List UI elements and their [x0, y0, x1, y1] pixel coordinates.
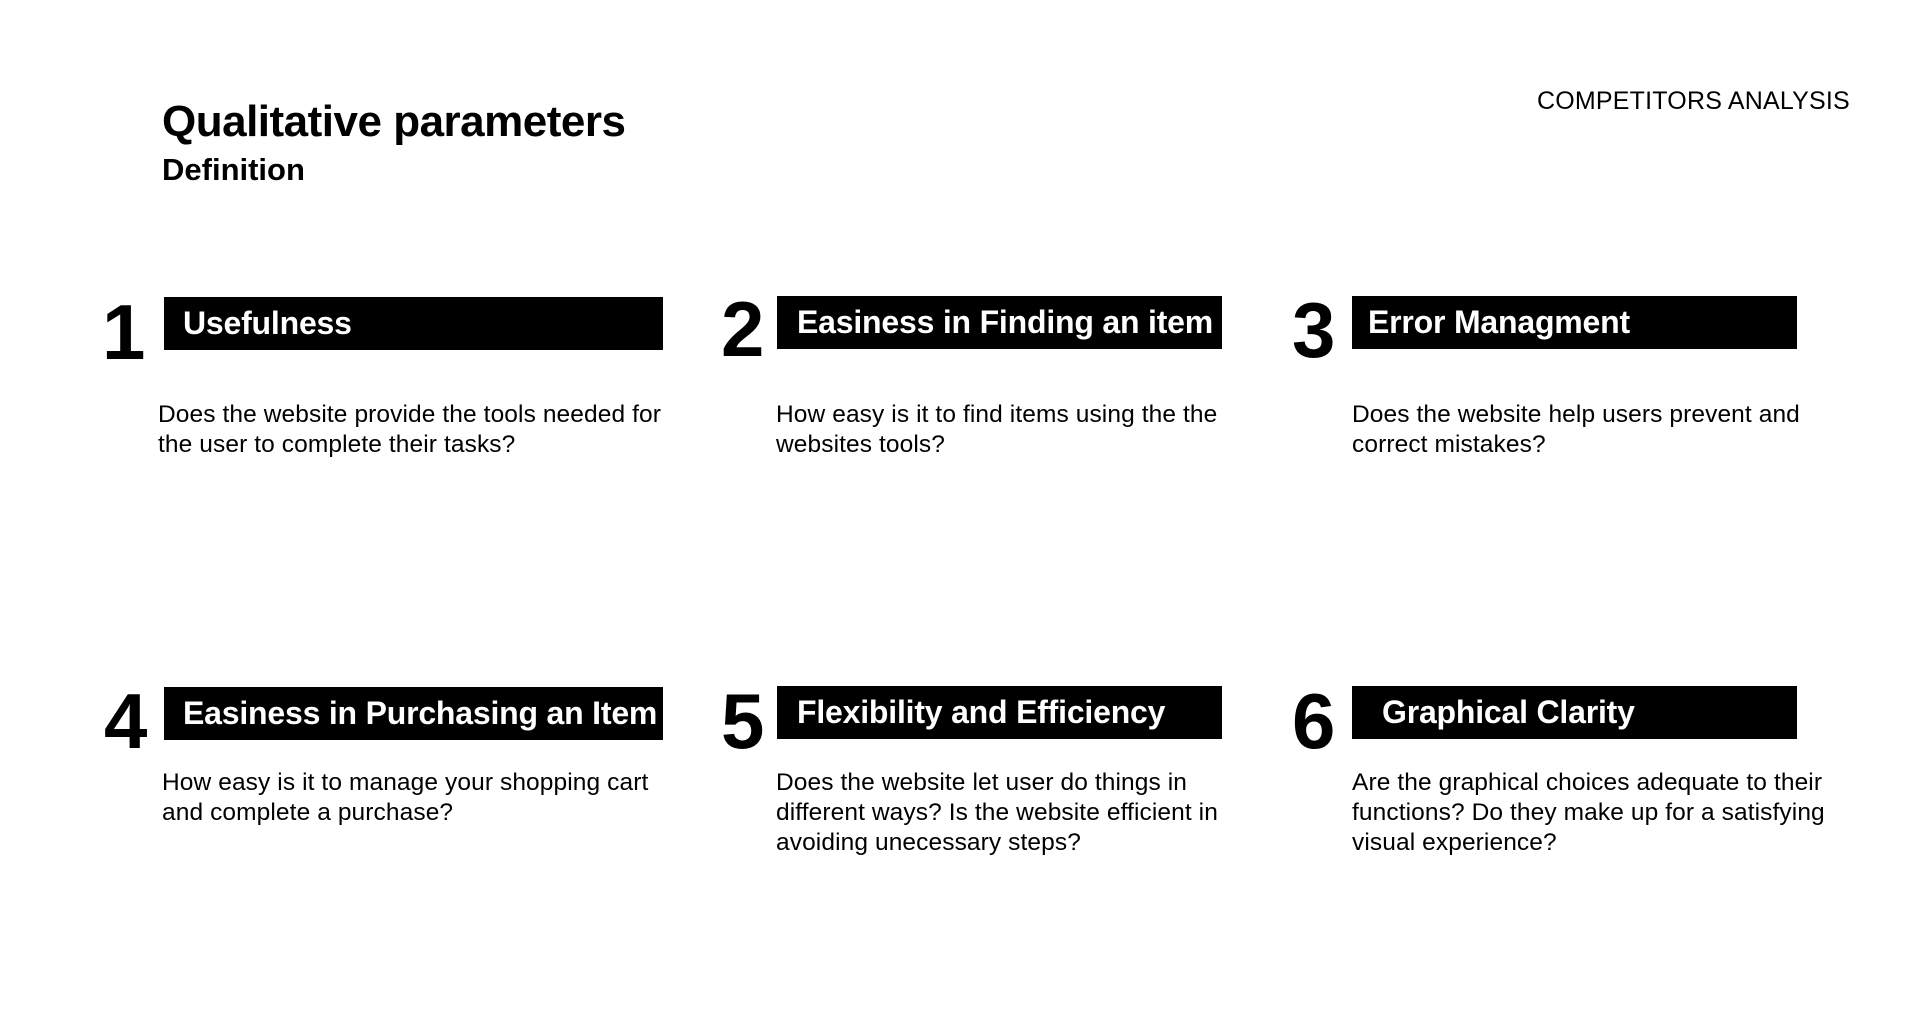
parameter-title-bar	[164, 297, 663, 350]
section-label: COMPETITORS ANALYSIS	[1537, 87, 1850, 115]
page-subtitle: Definition	[162, 152, 305, 187]
parameter-description: How easy is it to find items using the the websites tools?	[776, 401, 1218, 458]
parameter-number: 2	[721, 285, 765, 373]
parameter-title-bar	[1352, 686, 1797, 739]
parameter-title: Usefulness	[183, 305, 352, 341]
parameter-title-bar	[777, 686, 1222, 739]
parameter-title: Easiness in Purchasing an Item	[183, 695, 658, 731]
parameter-description: Are the graphical choices adequate to their functions? Do they make up for a satisfying visual experience?	[1352, 769, 1825, 856]
parameter-title-bar	[777, 296, 1222, 349]
parameter-title: Flexibility and Efficiency	[797, 694, 1166, 730]
parameter-description: Does the website help users prevent and correct mistakes?	[1352, 401, 1800, 458]
parameter-title-bar	[164, 687, 663, 740]
parameter-number: 3	[1292, 286, 1336, 374]
page-title: Qualitative parameters	[162, 97, 626, 146]
parameter-number: 5	[721, 677, 765, 765]
parameter-description: Does the website let user do things in different ways? Is the website efficient in avoiding unecessary steps?	[776, 769, 1218, 856]
parameter-number: 1	[102, 288, 146, 376]
parameter-description: Does the website provide the tools needed for the user to complete their tasks?	[158, 401, 661, 458]
parameter-title: Error Managment	[1368, 304, 1630, 340]
parameter-number: 4	[104, 677, 148, 765]
parameter-title: Graphical Clarity	[1382, 694, 1635, 730]
parameter-title: Easiness in Finding an item	[797, 304, 1214, 340]
parameter-description: How easy is it to manage your shopping cart and complete a purchase?	[162, 769, 649, 826]
parameter-title-bar	[1352, 296, 1797, 349]
parameter-number: 6	[1292, 677, 1336, 765]
